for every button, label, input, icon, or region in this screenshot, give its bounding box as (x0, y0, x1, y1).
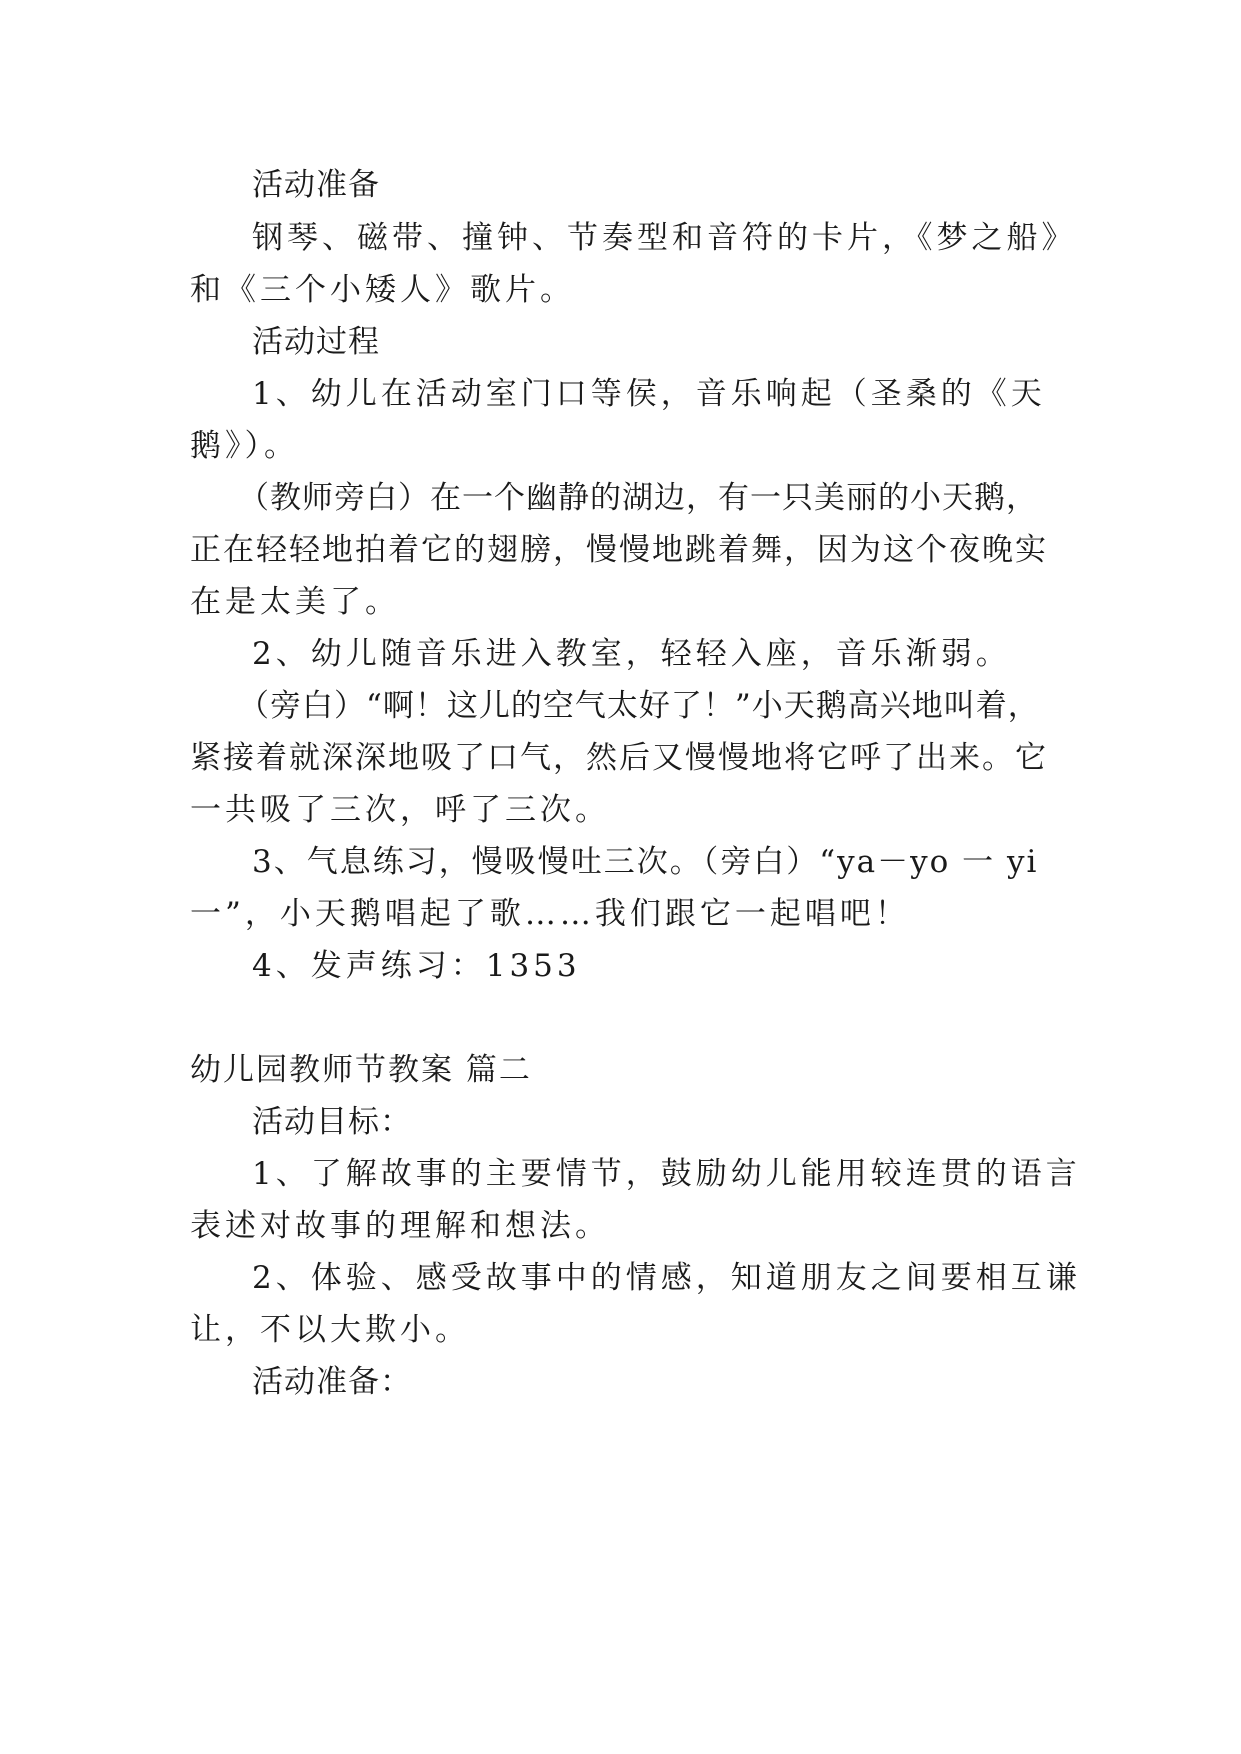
paragraph-line: 正在轻轻地拍着它的翅膀，慢慢地跳着舞，因为这个夜晚实 (190, 532, 1048, 568)
paragraph-line: 2、体验、感受故事中的情感，知道朋友之间要相互谦 (252, 1260, 1081, 1296)
paragraph-line: 1、了解故事的主要情节，鼓励幼儿能用较连贯的语言 (252, 1156, 1081, 1192)
paragraph-line: 4、发声练习：1353 (252, 948, 581, 984)
paragraph-line: 紧接着就深深地吸了口气，然后又慢慢地将它呼了出来。它 (190, 740, 1048, 776)
paragraph-line: 表述对故事的理解和想法。 (190, 1208, 610, 1244)
paragraph-line: 钢琴、磁带、撞钟、节奏型和音符的卡片，《梦之船》 (252, 220, 1077, 256)
activity-prep-heading: 活动准备 (252, 167, 380, 203)
paragraph-line: 1、幼儿在活动室门口等侯，音乐响起（圣桑的《天 (252, 376, 1046, 412)
paragraph-line: 和《三个小矮人》歌片。 (190, 272, 575, 308)
paragraph-line: 让，不以大欺小。 (190, 1312, 470, 1348)
paragraph-line: 一”，小天鹅唱起了歌……我们跟它一起唱吧！ (190, 896, 910, 932)
activity-goals-heading: 活动目标： (252, 1104, 412, 1140)
activity-prep-heading-2: 活动准备： (252, 1364, 412, 1400)
paragraph-line: （教师旁白）在一个幽静的湖边，有一只美丽的小天鹅， (238, 480, 1038, 516)
paragraph-line: 在是太美了。 (190, 584, 400, 620)
paragraph-line: （旁白）“啊！这儿的空气太好了！”小天鹅高兴地叫着， (238, 688, 1040, 724)
paragraph-line: 鹅》）。 (190, 428, 299, 464)
paragraph-line: 一共吸了三次，呼了三次。 (190, 792, 610, 828)
paragraph-line: 3、气息练习，慢吸慢吐三次。（旁白）“ya－yo 一 yi (252, 844, 1039, 880)
activity-process-heading: 活动过程 (252, 324, 380, 360)
section-title: 幼儿园教师节教案 篇二 (190, 1052, 532, 1088)
paragraph-line: 2、幼儿随音乐进入教室，轻轻入座，音乐渐弱。 (252, 636, 1011, 672)
